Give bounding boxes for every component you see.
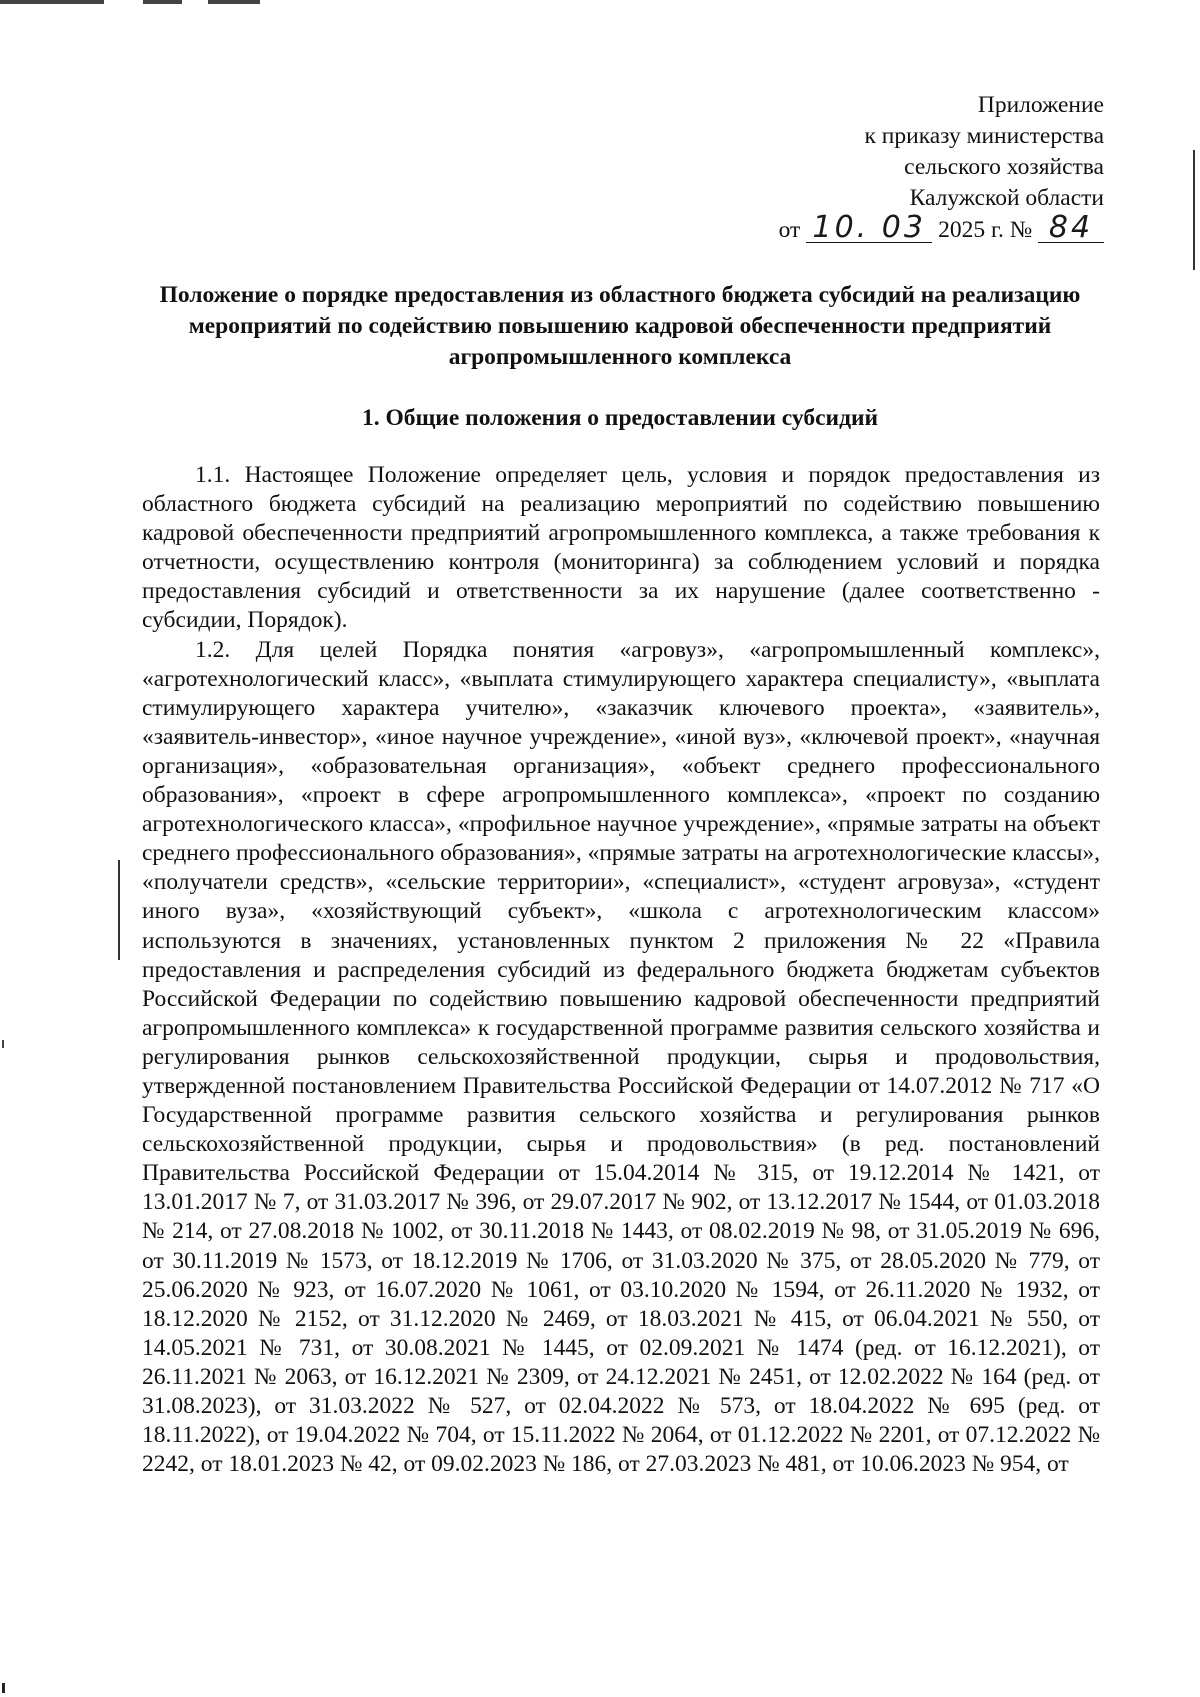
scan-artifact-top — [0, 0, 260, 4]
scan-artifact-left-line — [118, 860, 120, 960]
paragraph-1-1: 1.1. Настоящее Положение определяет цель, условия и порядок предоставления из областного бюджета субсидий на реализацию мероприятий по содействию повышению кадровой обеспеченности предприятий агропромышленного комплекса, а также требования к отчетности, осуществлению контроля (мониторинга) за соблюдением условий и порядка предоставления субсидий и ответственности за их нарушение (далее соответственно - субсидии, Порядок). — [142, 462, 1100, 634]
appendix-line-4: Калужской области — [909, 185, 1104, 211]
order-number-handwritten: 84 — [1038, 214, 1104, 243]
appendix-line-3: сельского хозяйства — [904, 154, 1104, 180]
scan-artifact-right-line — [1193, 150, 1195, 270]
order-reference-line — [778, 210, 1104, 246]
paragraph-1-2: 1.2. Для целей Порядка понятия «агровуз», «агропромышленный комплекс», «агротехнологический класс», «выплата стимулирующего характера специалисту», «выплата стимулирующего характера учителю», «заказчик ключевого проекта», «заявитель», «заявитель-инвестор», «иное научное учреждение», «иной вуз», «ключевой проект», «научная организация», «образовательная организация», «объект среднего профессионального образования», «проект в сфере агропромышленного комплекса», «проект по созданию агротехнологического класса», «профильное научное учреждение», «прямые затраты на объект среднего профессионального образования», «прямые затраты на агротехнологические классы», «получатели средств», «сельские территории», «специалист», «студент агровуза», «студент иного вуза», «хозяйствующий субъект», «школа с агротехнологическим классом» используются в значениях, установленных пунктом 2 приложения № 22 «Правила предоставления и распределения субсидий из федерального бюджета бюджетам субъектов Российской Федерации по содействию повышению кадровой обеспеченности предприятий агропромышленного комплекса» к государственной программе развития сельского хозяйства и регулирования рынков сельскохозяйственной продукции, сырья и продовольствия, утвержденной постановлением Правительства Российской Федерации от 14.07.2012 № 717 «О Государственной программе развития сельского хозяйства и регулирования рынков сельскохозяйственной продукции, сырья и продовольствия» (в ред. постановлений Правительства Российской Федерации от 15.04.2014 № 315, от 19.12.2014 № 1421, от 13.01.2017 № 7, от 31.03.2017 № 396, от 29.07.2017 № 902, от 13.12.2017 № 1544, от 01.03.2018 № 214, от 27.08.2018 № 1002, от 30.11.2018 № 1443, от 08.02.2019 № 98, от 31.05.2019 № 696, от 30.11.2019 № 1573, от 18.12.2019 № 1706, от 31.03.2020 № 375, от 28.05.2020 № 779, от 25.06.2020 № 923, от 16.07.2020 № 1061, от 03.10.2020 № 1594, от 26.11.2020 № 1932, от 18.12.2020 № 2152, от 31.12.2020 № 2469, от 18.03.2021 № 415, от 06.04.2021 № 550, от 14.05.2021 № 731, от 30.08.2021 № 1445, от 02.09.2021 № 1474 (ред. от 16.12.2021), от 26.11.2021 № 2063, от 16.12.2021 № 2309, от 24.12.2021 № 2451, от 12.02.2022 № 164 (ред. от 31.08.2023), от 31.03.2022 № 527, от 02.04.2022 № 573, от 18.04.2022 № 695 (ред. от 18.11.2022), от 19.04.2022 № 704, от 15.11.2022 № 2064, от 01.12.2022 № 2201, от 07.12.2022 № 2242, от 18.01.2023 № 42, от 09.02.2023 № 186, от 27.03.2023 № 481, от 10.06.2023 № 954, от — [142, 636, 1100, 1478]
order-year-label: 2025 г. № — [938, 217, 1033, 243]
document-title: Положение о порядке предоставления из областного бюджета субсидий на реализацию мероприятий по содействию повышению кадровой обеспеченности предприятий агропромышленного комплекса — [159, 282, 1081, 370]
order-prefix: от — [778, 217, 801, 243]
appendix-line-1: Приложение — [977, 92, 1104, 118]
order-date-handwritten: 10. 03 — [806, 214, 932, 243]
document-body — [142, 461, 1100, 1479]
appendix-block — [779, 90, 1104, 246]
section-heading: 1. Общие положения о предоставлении субсидий — [361, 405, 879, 431]
scan-artifact-bottom-dot — [2, 1683, 5, 1693]
scan-artifact-left-dot — [2, 1040, 4, 1048]
appendix-line-2: к приказу министерства — [864, 123, 1104, 149]
